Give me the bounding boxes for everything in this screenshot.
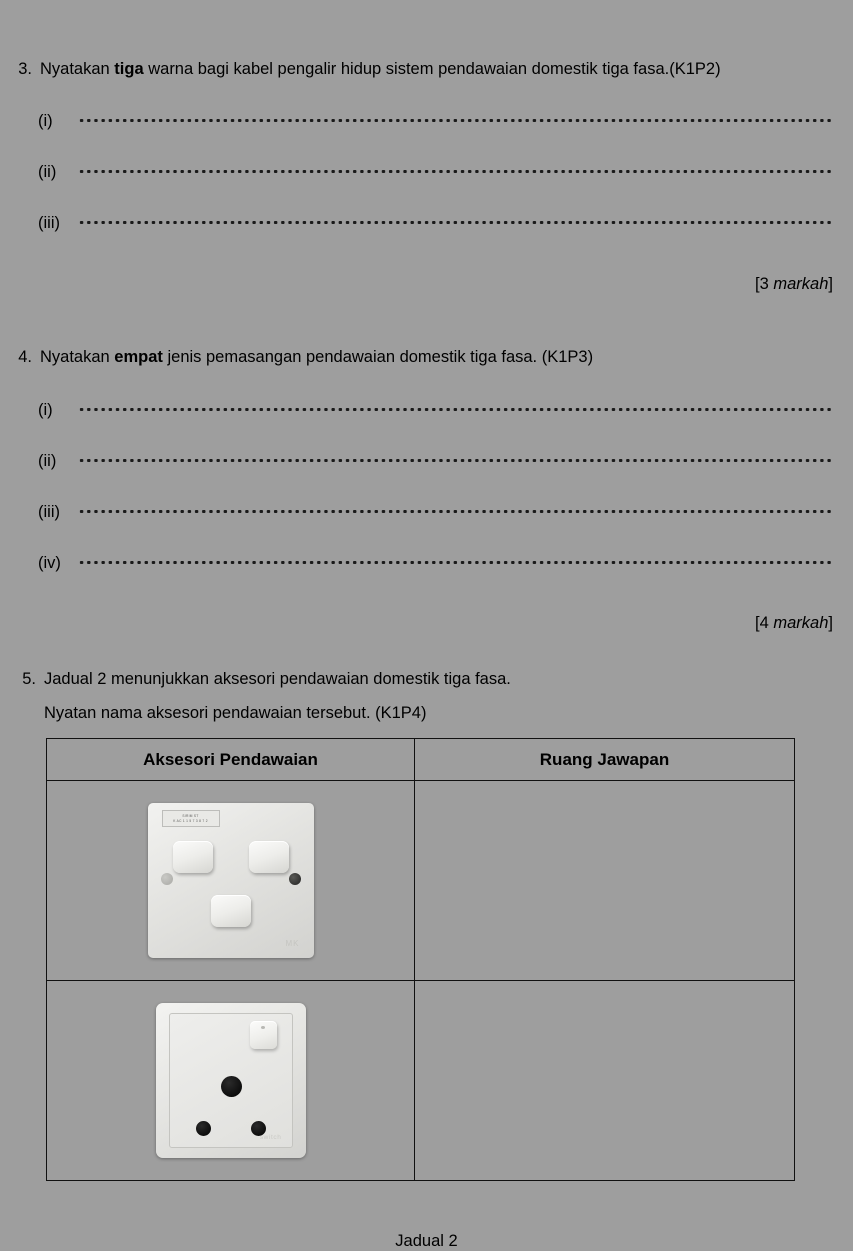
question-3-number: 3. [18,60,32,78]
rocker-switch-3-icon [211,895,251,927]
answer-label-i: (i) [38,112,53,130]
answer-space-cell-2[interactable] [415,981,795,1181]
marks-close: ] [828,614,833,632]
dotted-answer-field[interactable] [78,499,831,517]
question-4-text [40,346,613,369]
answer-label-iii: (iii) [38,503,60,521]
answer-label-ii: (ii) [38,452,57,470]
question-4-text-part2: jenis pemasangan pendawaian domestik tiga fasa. (K1P3) [162,348,594,366]
question-3 [0,58,853,294]
question-3-bold-word: tiga [114,60,144,78]
question-3-answer-line-i[interactable] [0,108,853,131]
accessory-image-cell-2 [47,981,415,1181]
answer-label-ii: (ii) [38,163,57,181]
question-4-text-part1: Nyatakan [40,348,115,366]
marks-italic-word: markah [773,614,829,632]
jadual-2-container [46,738,794,1181]
dotted-answer-field[interactable] [78,550,831,568]
question-5-line-1: Jadual 2 menunjukkan aksesori pendawaian domestik tiga fasa. [44,670,511,688]
question-4-marks [0,613,853,633]
answer-label-i: (i) [38,401,53,419]
marks-open: [3 [755,275,774,293]
accessory-table [46,738,795,1181]
live-pin-hole-icon [196,1121,211,1136]
table-header-row [47,739,795,781]
rocker-switch-2-icon [249,841,289,873]
socket-brand-label: switch [259,1134,282,1141]
dotted-answer-field[interactable] [78,210,831,228]
dotted-answer-field[interactable] [78,448,831,466]
dotted-answer-field[interactable] [78,159,831,177]
table-row [47,981,795,1181]
screw-left-icon [161,873,173,885]
marks-open: [4 [755,614,774,632]
question-4 [0,346,853,633]
question-4-bold-word: empat [114,348,163,366]
marks-close: ] [828,275,833,293]
socket-rocker-switch-icon [250,1021,277,1049]
question-4-answer-line-i[interactable] [0,397,853,420]
dotted-answer-field[interactable] [78,397,831,415]
table-row [47,781,795,981]
answer-space-cell-1[interactable] [415,781,795,981]
sticker-line-1: SIRIM ST [182,813,199,818]
question-4-answer-line-iii[interactable] [0,499,853,522]
question-3-text-part2: warna bagi kabel pengalir hidup sistem pendawaian domestik tiga fasa.(K1P2) [143,60,721,78]
question-3-stem [0,58,853,81]
question-5-stem [0,668,853,691]
sticker-line-2: K AC 1 1 5 7 3 8 7 2 [173,818,208,823]
question-3-answer-line-ii[interactable] [0,159,853,182]
question-4-number: 4. [18,348,32,366]
question-3-text-part1: Nyatakan [40,60,115,78]
earth-pin-hole-icon [221,1076,242,1097]
answer-label-iii: (iii) [38,214,60,232]
dotted-answer-field[interactable] [78,108,831,126]
question-3-marks [0,274,853,294]
question-5-stem-2 [0,702,853,725]
table-caption: Jadual 2 [395,1232,458,1250]
question-3-answer-line-iii[interactable] [0,210,853,233]
question-4-stem [0,346,853,369]
column-header-answer-space: Ruang Jawapan [415,739,795,781]
question-5-line-2: Nyatan nama aksesori pendawaian tersebut. (K1P4) [44,704,427,722]
question-5 [0,668,853,725]
question-3-text [40,58,741,81]
question-4-answer-line-iv[interactable] [0,550,853,573]
socket-inner-face [169,1013,293,1148]
three-gang-light-switch-icon [148,803,314,958]
switch-brand-label: MK [285,939,300,948]
round-pin-socket-outlet-icon [156,1003,306,1158]
marks-italic-word: markah [773,275,829,293]
accessory-image-cell-1 [47,781,415,981]
sirim-sticker-icon [162,810,220,827]
question-4-answer-line-ii[interactable] [0,448,853,471]
screw-right-icon [289,873,301,885]
answer-label-iv: (iv) [38,554,61,572]
rocker-switch-1-icon [173,841,213,873]
column-header-accessory: Aksesori Pendawaian [47,739,415,781]
question-5-number: 5. [22,670,36,688]
